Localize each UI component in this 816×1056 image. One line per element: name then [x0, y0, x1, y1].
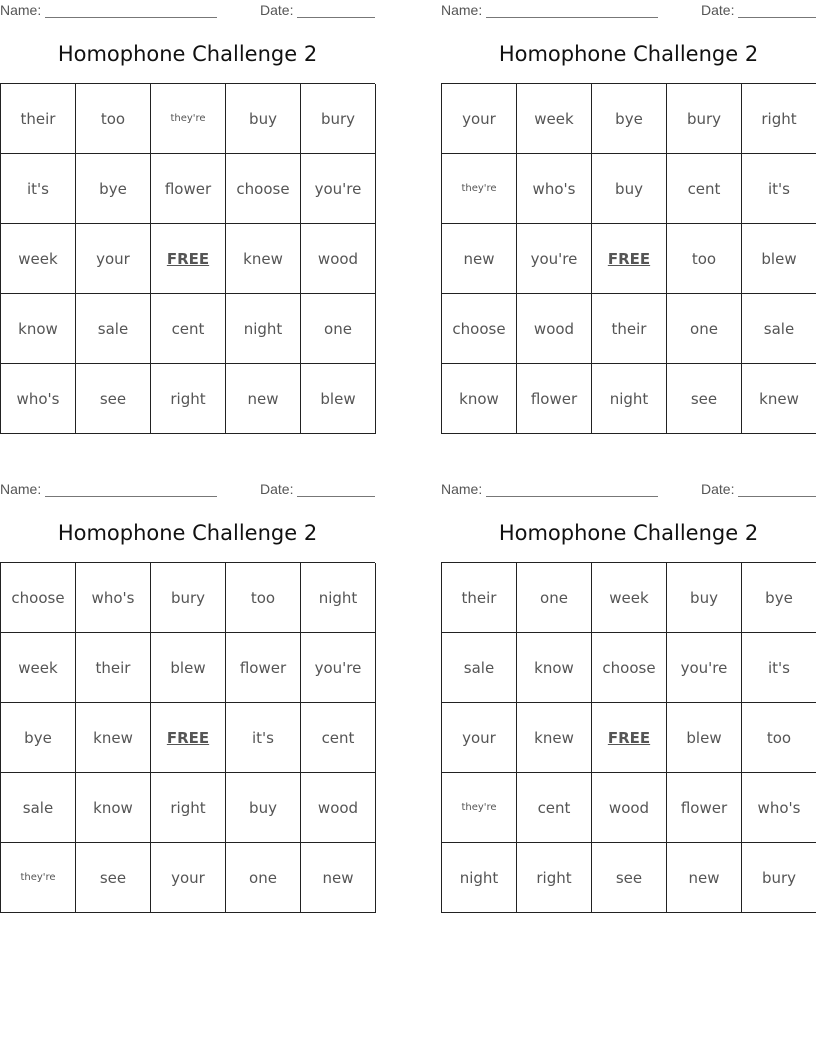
- bingo-cell: who's: [517, 154, 592, 224]
- bingo-grid: [0, 562, 375, 913]
- name-blank-line[interactable]: [486, 482, 658, 497]
- bingo-cell: choose: [442, 294, 517, 364]
- bingo-cell: night: [592, 364, 667, 434]
- name-field: [0, 481, 217, 497]
- bingo-cell: too: [667, 224, 742, 294]
- bingo-cell: right: [151, 773, 226, 843]
- bingo-cell: see: [76, 364, 151, 434]
- bingo-cell: know: [442, 364, 517, 434]
- date-field: [260, 2, 375, 18]
- bingo-cell: cent: [151, 294, 226, 364]
- bingo-cell: blew: [151, 633, 226, 703]
- bingo-cell: one: [301, 294, 376, 364]
- bingo-cell: too: [226, 563, 301, 633]
- bingo-cell: their: [76, 633, 151, 703]
- bingo-cell: cent: [517, 773, 592, 843]
- bingo-cell: knew: [517, 703, 592, 773]
- bingo-cell: your: [442, 703, 517, 773]
- bingo-cell: it's: [742, 633, 816, 703]
- card-title: Homophone Challenge 2: [57, 42, 318, 66]
- bingo-cell: too: [742, 703, 816, 773]
- bingo-cell: bury: [301, 84, 376, 154]
- bingo-cell: new: [667, 843, 742, 913]
- bingo-cell: wood: [517, 294, 592, 364]
- bingo-cell: week: [517, 84, 592, 154]
- bingo-cell: buy: [592, 154, 667, 224]
- bingo-cell: their: [592, 294, 667, 364]
- name-blank-line[interactable]: [45, 482, 217, 497]
- bingo-grid: [441, 83, 816, 434]
- name-field: [0, 2, 217, 18]
- name-label: Name:: [441, 481, 483, 497]
- name-field: [441, 2, 658, 18]
- bingo-cell: week: [1, 224, 76, 294]
- bingo-cell: blew: [742, 224, 816, 294]
- bingo-cell: new: [226, 364, 301, 434]
- name-label: Name:: [0, 481, 42, 497]
- date-blank-line[interactable]: [297, 3, 375, 18]
- card-title: Homophone Challenge 2: [498, 42, 759, 66]
- name-blank-line[interactable]: [486, 3, 658, 18]
- bingo-cell: flower: [667, 773, 742, 843]
- name-field: [441, 481, 658, 497]
- bingo-cell: flower: [151, 154, 226, 224]
- date-blank-line[interactable]: [297, 482, 375, 497]
- name-date-row: [441, 2, 816, 20]
- bingo-cell: you're: [667, 633, 742, 703]
- bingo-card: [441, 0, 816, 434]
- bingo-cell: right: [742, 84, 816, 154]
- bingo-cell: bye: [1, 703, 76, 773]
- bingo-cell: bury: [667, 84, 742, 154]
- bingo-cell: flower: [517, 364, 592, 434]
- bingo-cell: buy: [226, 84, 301, 154]
- free-space-cell: FREE: [592, 224, 667, 294]
- name-blank-line[interactable]: [45, 3, 217, 18]
- bingo-cell: bury: [151, 563, 226, 633]
- bingo-cell: one: [517, 563, 592, 633]
- bingo-card: [0, 0, 375, 434]
- bingo-cell: too: [76, 84, 151, 154]
- bingo-cell: see: [592, 843, 667, 913]
- bingo-cell: week: [1, 633, 76, 703]
- bingo-cell: who's: [1, 364, 76, 434]
- free-space-cell: FREE: [151, 703, 226, 773]
- bingo-cell: cent: [301, 703, 376, 773]
- bingo-cell: choose: [226, 154, 301, 224]
- bingo-cell: one: [667, 294, 742, 364]
- bingo-cell: sale: [742, 294, 816, 364]
- bingo-cell: wood: [301, 773, 376, 843]
- bingo-cell: knew: [226, 224, 301, 294]
- bingo-cell: they're: [442, 154, 517, 224]
- bingo-cell: buy: [667, 563, 742, 633]
- bingo-cell: knew: [76, 703, 151, 773]
- bingo-cell: one: [226, 843, 301, 913]
- name-date-row: [0, 2, 375, 20]
- bingo-cell: night: [442, 843, 517, 913]
- bingo-grid: [441, 562, 816, 913]
- date-label: Date:: [260, 2, 294, 18]
- date-field: [260, 481, 375, 497]
- bingo-cell: new: [442, 224, 517, 294]
- name-label: Name:: [441, 2, 483, 18]
- bingo-cell: bye: [76, 154, 151, 224]
- bingo-cell: night: [226, 294, 301, 364]
- bingo-cell: wood: [301, 224, 376, 294]
- bingo-cell: knew: [742, 364, 816, 434]
- bingo-cell: choose: [1, 563, 76, 633]
- bingo-cell: it's: [226, 703, 301, 773]
- bingo-cell: know: [1, 294, 76, 364]
- bingo-cell: week: [592, 563, 667, 633]
- bingo-cell: sale: [1, 773, 76, 843]
- bingo-cell: blew: [667, 703, 742, 773]
- date-blank-line[interactable]: [738, 482, 816, 497]
- free-space-cell: FREE: [592, 703, 667, 773]
- card-title: Homophone Challenge 2: [57, 521, 318, 545]
- free-space-cell: FREE: [151, 224, 226, 294]
- date-label: Date:: [701, 2, 735, 18]
- bingo-cell: you're: [301, 154, 376, 224]
- bingo-cell: your: [76, 224, 151, 294]
- bingo-cell: new: [301, 843, 376, 913]
- bingo-cell: you're: [301, 633, 376, 703]
- date-label: Date:: [260, 481, 294, 497]
- bingo-cell: their: [442, 563, 517, 633]
- card-title: Homophone Challenge 2: [498, 521, 759, 545]
- bingo-cell: sale: [76, 294, 151, 364]
- bingo-card: [441, 479, 816, 913]
- bingo-cell: they're: [151, 84, 226, 154]
- bingo-cell: your: [151, 843, 226, 913]
- bingo-cell: you're: [517, 224, 592, 294]
- bingo-cell: bye: [592, 84, 667, 154]
- bingo-cell: they're: [442, 773, 517, 843]
- bingo-grid: [0, 83, 375, 434]
- date-field: [701, 2, 816, 18]
- name-date-row: [0, 481, 375, 499]
- bingo-cell: who's: [76, 563, 151, 633]
- bingo-cell: know: [76, 773, 151, 843]
- bingo-cell: bye: [742, 563, 816, 633]
- bingo-cell: buy: [226, 773, 301, 843]
- date-blank-line[interactable]: [738, 3, 816, 18]
- bingo-card: [0, 479, 375, 913]
- bingo-cell: choose: [592, 633, 667, 703]
- bingo-cell: their: [1, 84, 76, 154]
- bingo-cell: cent: [667, 154, 742, 224]
- bingo-cell: who's: [742, 773, 816, 843]
- bingo-cell: know: [517, 633, 592, 703]
- bingo-cell: wood: [592, 773, 667, 843]
- bingo-cell: flower: [226, 633, 301, 703]
- bingo-cell: sale: [442, 633, 517, 703]
- bingo-cell: see: [667, 364, 742, 434]
- bingo-cell: bury: [742, 843, 816, 913]
- bingo-cell: see: [76, 843, 151, 913]
- name-date-row: [441, 481, 816, 499]
- bingo-cell: blew: [301, 364, 376, 434]
- bingo-cell: it's: [1, 154, 76, 224]
- bingo-cell: it's: [742, 154, 816, 224]
- date-label: Date:: [701, 481, 735, 497]
- bingo-cell: right: [151, 364, 226, 434]
- name-label: Name:: [0, 2, 42, 18]
- bingo-cell: right: [517, 843, 592, 913]
- bingo-cell: night: [301, 563, 376, 633]
- bingo-cell: your: [442, 84, 517, 154]
- bingo-cell: they're: [1, 843, 76, 913]
- date-field: [701, 481, 816, 497]
